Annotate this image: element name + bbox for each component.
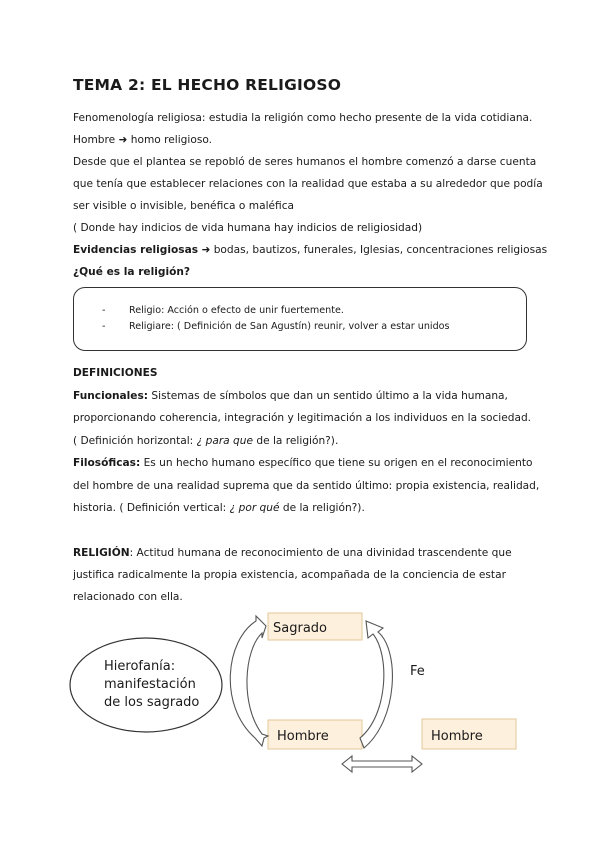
hierofania-line: manifestación <box>104 677 196 692</box>
arrow-icon: ➜ <box>118 134 128 146</box>
question-heading: ¿Qué es la religión? <box>73 266 191 278</box>
list-dash: - <box>102 305 106 316</box>
religion-label: RELIGIÓN <box>73 547 130 559</box>
paragraph-line: que tenía que establecer relaciones con la realidad que estaba a su alrededor que podía <box>73 178 543 190</box>
definiciones-heading: DEFINICIONES <box>73 367 158 379</box>
fe-label: Fe <box>410 664 425 679</box>
italic-question: ¿ para que <box>196 435 254 447</box>
homo-religioso-text: homo religioso. <box>130 134 213 146</box>
sagrado-label: Sagrado <box>273 621 327 636</box>
paragraph-line: relacionado con ella. <box>73 591 183 603</box>
list-dash: - <box>102 321 106 332</box>
text-span: historia. ( Definición vertical: <box>73 502 230 514</box>
paragraph-line: ser visible o invisible, benéfica o maléfica <box>73 200 295 212</box>
fenomenologia-text: Fenomenología religiosa: estudia la religión como hecho presente de la vida cotidiana. <box>73 112 533 124</box>
religion-text: : Actitud humana de reconocimiento de una divinidad trascendente que <box>129 547 512 559</box>
indicios-text: ( Donde hay indicios de vida humana hay indicios de religiosidad) <box>73 222 423 234</box>
text-span: de la religión?). <box>279 502 365 514</box>
text-span: ( Definición horizontal: <box>73 435 197 447</box>
evidencias-text: bodas, bautizos, funerales, Iglesias, concentraciones religiosas <box>213 244 548 256</box>
paragraph-line: Desde que el plantea se repobló de seres humanos el hombre comenzó a darse cuenta <box>73 156 537 168</box>
paragraph-line: proporcionando coherencia, integración y legitimación a los individuos en la sociedad. <box>73 412 532 424</box>
page-title: TEMA 2: EL HECHO RELIGIOSO <box>73 76 342 94</box>
italic-question: ¿ por qué <box>229 502 280 514</box>
filosoficas-text: Es un hecho humano específico que tiene su origen en el reconocimiento <box>143 457 533 469</box>
hierofania-line: de los sagrado <box>104 695 200 710</box>
text-span: de la religión?). <box>253 435 339 447</box>
funcionales-text: Sistemas de símbolos que dan un sentido último a la vida humana, <box>151 390 508 402</box>
list-item-text: Religiare: ( Definición de San Agustín) reunir, volver a estar unidos <box>129 321 450 332</box>
evidencias-label: Evidencias religiosas <box>73 244 199 256</box>
hierofania-line: Hierofanía: <box>104 659 176 674</box>
hombre-word: Hombre <box>73 134 116 146</box>
paragraph-line: del hombre de una realidad suprema que da sentido último: propia existencia, realidad, <box>73 480 540 492</box>
double-arrow-icon <box>342 756 422 772</box>
curved-arrow-right <box>360 621 392 748</box>
curved-arrow-left <box>230 616 268 746</box>
list-item-text: Religio: Acción o efecto de unir fuertemente. <box>129 305 344 316</box>
arrow-icon: ➜ <box>201 244 211 256</box>
filosoficas-label: Filosóficas: <box>73 457 141 469</box>
hombre-label: Hombre <box>277 729 329 744</box>
hombre-label-secondary: Hombre <box>431 729 483 744</box>
paragraph-line: justifica radicalmente la propia existencia, acompañada de la conciencia de estar <box>73 569 506 581</box>
funcionales-label: Funcionales: <box>73 390 149 402</box>
